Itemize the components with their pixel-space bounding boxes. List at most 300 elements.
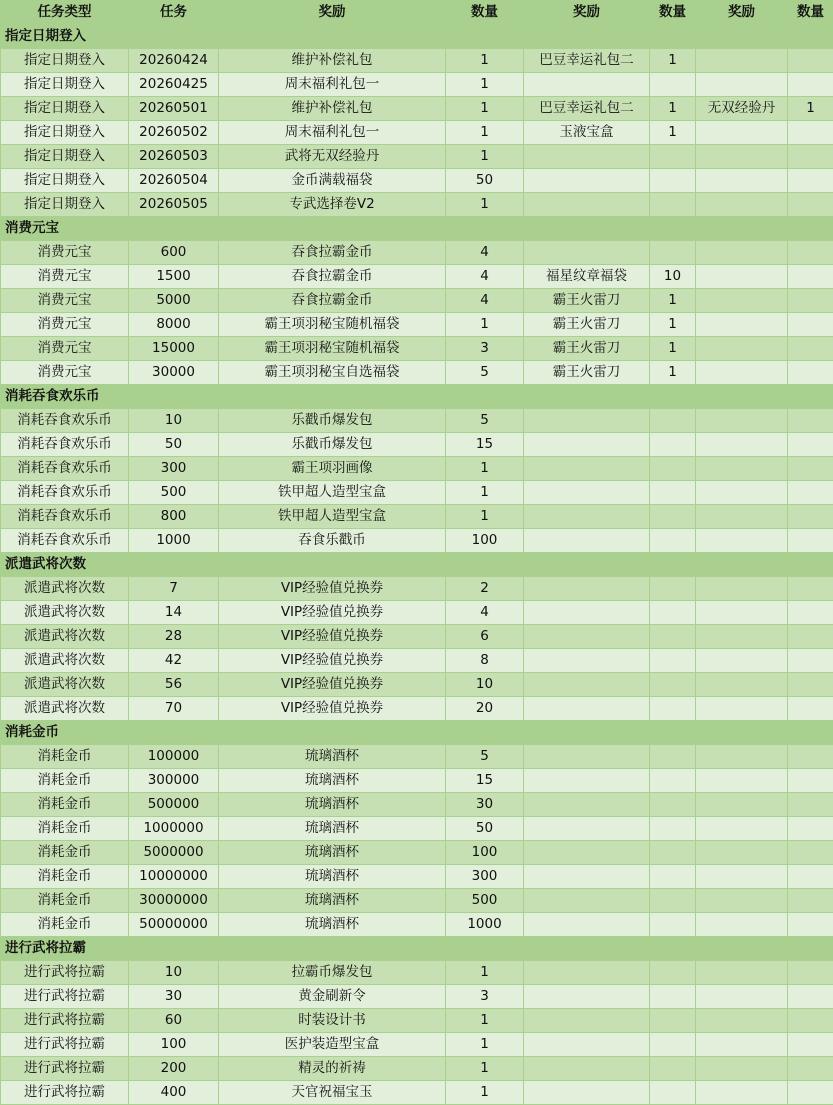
table-row xyxy=(1,121,833,145)
qty-1-cell: 1 xyxy=(446,97,524,121)
reward-1-cell: 黄金刷新令 xyxy=(219,985,446,1009)
qty-1-cell: 100 xyxy=(446,841,524,865)
task-type-cell: 消耗吞食欢乐币 xyxy=(1,505,129,529)
task-type-cell: 消耗金币 xyxy=(1,841,129,865)
qty-3-cell xyxy=(788,1033,833,1057)
table-row xyxy=(1,169,833,193)
reward-1-cell: 吞食拉霸金币 xyxy=(219,265,446,289)
table-row xyxy=(1,265,833,289)
reward-3-cell xyxy=(696,49,788,73)
task-type-cell: 派遣武将次数 xyxy=(1,697,129,721)
reward-2-cell xyxy=(524,1033,650,1057)
task-type-cell: 指定日期登入 xyxy=(1,73,129,97)
qty-3-cell xyxy=(788,649,833,673)
table-row xyxy=(1,97,833,121)
qty-3-cell xyxy=(788,409,833,433)
task-type-cell: 进行武将拉霸 xyxy=(1,1081,129,1105)
reward-3-cell xyxy=(696,73,788,97)
qty-1-cell: 15 xyxy=(446,769,524,793)
qty-2-cell: 1 xyxy=(650,337,696,361)
qty-3-cell xyxy=(788,985,833,1009)
reward-2-cell xyxy=(524,457,650,481)
qty-1-cell: 1 xyxy=(446,1033,524,1057)
reward-2-cell: 霸王火雷刀 xyxy=(524,337,650,361)
reward-1-cell: 精灵的祈祷 xyxy=(219,1057,446,1081)
reward-1-cell: 武将无双经验丹 xyxy=(219,145,446,169)
qty-2-cell xyxy=(650,529,696,553)
reward-1-cell: 琉璃酒杯 xyxy=(219,817,446,841)
task-type-cell: 消费元宝 xyxy=(1,313,129,337)
task-cell: 10 xyxy=(129,961,219,985)
table-row xyxy=(1,241,833,265)
reward-3-cell xyxy=(696,193,788,217)
table-row xyxy=(1,49,833,73)
task-type-cell: 消费元宝 xyxy=(1,289,129,313)
qty-3-cell xyxy=(788,433,833,457)
reward-1-cell: VIP经验值兑换券 xyxy=(219,649,446,673)
task-type-cell: 指定日期登入 xyxy=(1,121,129,145)
section-title: 指定日期登入 xyxy=(1,25,833,49)
qty-1-cell: 1 xyxy=(446,1081,524,1105)
qty-3-cell xyxy=(788,601,833,625)
qty-3-cell xyxy=(788,913,833,937)
qty-2-cell xyxy=(650,433,696,457)
reward-2-cell xyxy=(524,625,650,649)
qty-2-cell: 1 xyxy=(650,313,696,337)
header-qty-3: 数量 xyxy=(788,1,833,25)
task-cell: 600 xyxy=(129,241,219,265)
reward-2-cell xyxy=(524,169,650,193)
section-title: 消费元宝 xyxy=(1,217,833,241)
qty-2-cell: 10 xyxy=(650,265,696,289)
qty-1-cell: 30 xyxy=(446,793,524,817)
task-type-cell: 消耗吞食欢乐币 xyxy=(1,529,129,553)
task-type-cell: 指定日期登入 xyxy=(1,169,129,193)
table-row xyxy=(1,529,833,553)
task-cell: 500000 xyxy=(129,793,219,817)
qty-2-cell xyxy=(650,73,696,97)
reward-2-cell: 福星纹章福袋 xyxy=(524,265,650,289)
table-row xyxy=(1,817,833,841)
table-row xyxy=(1,985,833,1009)
reward-2-cell: 霸王火雷刀 xyxy=(524,361,650,385)
table-row xyxy=(1,889,833,913)
qty-1-cell: 8 xyxy=(446,649,524,673)
reward-3-cell xyxy=(696,601,788,625)
table-row xyxy=(1,865,833,889)
reward-1-cell: 拉霸币爆发包 xyxy=(219,961,446,985)
reward-3-cell xyxy=(696,529,788,553)
qty-1-cell: 4 xyxy=(446,241,524,265)
qty-3-cell xyxy=(788,289,833,313)
reward-2-cell xyxy=(524,1057,650,1081)
reward-2-cell xyxy=(524,769,650,793)
reward-2-cell xyxy=(524,961,650,985)
reward-2-cell xyxy=(524,649,650,673)
qty-1-cell: 1 xyxy=(446,193,524,217)
qty-3-cell xyxy=(788,337,833,361)
task-type-cell: 消费元宝 xyxy=(1,337,129,361)
qty-2-cell xyxy=(650,505,696,529)
reward-2-cell xyxy=(524,577,650,601)
qty-3-cell xyxy=(788,505,833,529)
task-cell: 20260425 xyxy=(129,73,219,97)
table-row xyxy=(1,1081,833,1105)
task-cell: 300000 xyxy=(129,769,219,793)
table-row xyxy=(1,601,833,625)
qty-2-cell xyxy=(650,625,696,649)
reward-1-cell: 琉璃酒杯 xyxy=(219,913,446,937)
task-cell: 1000000 xyxy=(129,817,219,841)
qty-1-cell: 20 xyxy=(446,697,524,721)
table-row xyxy=(1,1057,833,1081)
task-type-cell: 派遣武将次数 xyxy=(1,601,129,625)
reward-2-cell xyxy=(524,913,650,937)
reward-2-cell xyxy=(524,793,650,817)
reward-1-cell: 乐戳币爆发包 xyxy=(219,409,446,433)
section-title: 消耗金币 xyxy=(1,721,833,745)
qty-1-cell: 5 xyxy=(446,361,524,385)
qty-1-cell: 1 xyxy=(446,145,524,169)
reward-2-cell xyxy=(524,529,650,553)
task-cell: 56 xyxy=(129,673,219,697)
task-type-cell: 消费元宝 xyxy=(1,241,129,265)
qty-2-cell xyxy=(650,1057,696,1081)
qty-2-cell xyxy=(650,961,696,985)
task-cell: 20260501 xyxy=(129,97,219,121)
reward-1-cell: 乐戳币爆发包 xyxy=(219,433,446,457)
reward-3-cell xyxy=(696,241,788,265)
qty-2-cell xyxy=(650,193,696,217)
qty-2-cell: 1 xyxy=(650,289,696,313)
reward-3-cell xyxy=(696,433,788,457)
qty-1-cell: 2 xyxy=(446,577,524,601)
task-type-cell: 进行武将拉霸 xyxy=(1,1057,129,1081)
task-type-cell: 消耗金币 xyxy=(1,913,129,937)
task-cell: 20260502 xyxy=(129,121,219,145)
reward-2-cell xyxy=(524,817,650,841)
task-cell: 20260505 xyxy=(129,193,219,217)
task-type-cell: 消耗金币 xyxy=(1,865,129,889)
qty-1-cell: 100 xyxy=(446,529,524,553)
reward-2-cell xyxy=(524,601,650,625)
qty-2-cell xyxy=(650,865,696,889)
table-row xyxy=(1,649,833,673)
reward-1-cell: 琉璃酒杯 xyxy=(219,865,446,889)
reward-1-cell: VIP经验值兑换券 xyxy=(219,577,446,601)
qty-1-cell: 50 xyxy=(446,169,524,193)
header-qty-2: 数量 xyxy=(650,1,696,25)
task-cell: 5000 xyxy=(129,289,219,313)
reward-2-cell xyxy=(524,193,650,217)
qty-1-cell: 50 xyxy=(446,817,524,841)
reward-1-cell: 专武选择卷V2 xyxy=(219,193,446,217)
qty-2-cell xyxy=(650,889,696,913)
table-row xyxy=(1,697,833,721)
section-header-row xyxy=(1,721,833,745)
qty-2-cell xyxy=(650,169,696,193)
qty-3-cell xyxy=(788,241,833,265)
reward-1-cell: 琉璃酒杯 xyxy=(219,841,446,865)
task-cell: 60 xyxy=(129,1009,219,1033)
task-cell: 5000000 xyxy=(129,841,219,865)
reward-3-cell xyxy=(696,865,788,889)
task-cell: 70 xyxy=(129,697,219,721)
task-type-cell: 指定日期登入 xyxy=(1,49,129,73)
qty-2-cell xyxy=(650,241,696,265)
reward-1-cell: 吞食乐戳币 xyxy=(219,529,446,553)
reward-1-cell: VIP经验值兑换券 xyxy=(219,673,446,697)
qty-2-cell xyxy=(650,1009,696,1033)
reward-3-cell xyxy=(696,985,788,1009)
task-cell: 500 xyxy=(129,481,219,505)
task-cell: 30000 xyxy=(129,361,219,385)
reward-3-cell xyxy=(696,481,788,505)
header-reward-3: 奖励 xyxy=(696,1,788,25)
qty-2-cell: 1 xyxy=(650,361,696,385)
task-cell: 200 xyxy=(129,1057,219,1081)
qty-2-cell: 1 xyxy=(650,121,696,145)
qty-3-cell: 1 xyxy=(788,97,833,121)
table-row xyxy=(1,73,833,97)
task-type-cell: 消耗吞食欢乐币 xyxy=(1,457,129,481)
table-row xyxy=(1,961,833,985)
task-cell: 28 xyxy=(129,625,219,649)
reward-1-cell: 铁甲超人造型宝盒 xyxy=(219,481,446,505)
qty-3-cell xyxy=(788,841,833,865)
task-cell: 20260424 xyxy=(129,49,219,73)
section-header-row xyxy=(1,937,833,961)
table-row xyxy=(1,337,833,361)
reward-2-cell xyxy=(524,697,650,721)
table-row xyxy=(1,289,833,313)
table-row xyxy=(1,841,833,865)
qty-1-cell: 1 xyxy=(446,505,524,529)
task-type-cell: 消费元宝 xyxy=(1,361,129,385)
qty-1-cell: 1 xyxy=(446,481,524,505)
qty-1-cell: 10 xyxy=(446,673,524,697)
reward-2-cell xyxy=(524,1009,650,1033)
qty-2-cell xyxy=(650,649,696,673)
qty-2-cell xyxy=(650,409,696,433)
task-type-cell: 消耗金币 xyxy=(1,769,129,793)
qty-3-cell xyxy=(788,1057,833,1081)
header-task-type: 任务类型 xyxy=(1,1,129,25)
reward-1-cell: 维护补偿礼包 xyxy=(219,97,446,121)
qty-1-cell: 4 xyxy=(446,289,524,313)
reward-3-cell xyxy=(696,145,788,169)
reward-1-cell: 琉璃酒杯 xyxy=(219,745,446,769)
task-type-cell: 派遣武将次数 xyxy=(1,649,129,673)
qty-1-cell: 3 xyxy=(446,985,524,1009)
qty-2-cell xyxy=(650,145,696,169)
qty-3-cell xyxy=(788,169,833,193)
header-row xyxy=(1,1,833,25)
qty-2-cell xyxy=(650,985,696,1009)
qty-2-cell: 1 xyxy=(650,49,696,73)
task-type-cell: 派遣武将次数 xyxy=(1,673,129,697)
reward-3-cell xyxy=(696,1081,788,1105)
qty-3-cell xyxy=(788,697,833,721)
task-cell: 400 xyxy=(129,1081,219,1105)
task-cell: 50 xyxy=(129,433,219,457)
qty-3-cell xyxy=(788,793,833,817)
qty-2-cell xyxy=(650,913,696,937)
task-cell: 1500 xyxy=(129,265,219,289)
reward-3-cell xyxy=(696,889,788,913)
qty-1-cell: 1 xyxy=(446,1057,524,1081)
task-cell: 15000 xyxy=(129,337,219,361)
task-cell: 20260504 xyxy=(129,169,219,193)
task-cell: 300 xyxy=(129,457,219,481)
reward-1-cell: 周末福利礼包一 xyxy=(219,73,446,97)
qty-1-cell: 3 xyxy=(446,337,524,361)
reward-3-cell xyxy=(696,697,788,721)
reward-1-cell: 时装设计书 xyxy=(219,1009,446,1033)
qty-2-cell xyxy=(650,817,696,841)
qty-2-cell xyxy=(650,481,696,505)
qty-3-cell xyxy=(788,961,833,985)
reward-1-cell: VIP经验值兑换券 xyxy=(219,625,446,649)
reward-3-cell xyxy=(696,337,788,361)
task-cell: 100 xyxy=(129,1033,219,1057)
task-type-cell: 消耗吞食欢乐币 xyxy=(1,433,129,457)
qty-2-cell xyxy=(650,673,696,697)
qty-1-cell: 1000 xyxy=(446,913,524,937)
table-row xyxy=(1,457,833,481)
reward-3-cell xyxy=(696,841,788,865)
reward-3-cell xyxy=(696,121,788,145)
qty-3-cell xyxy=(788,1081,833,1105)
table-row xyxy=(1,769,833,793)
reward-3-cell xyxy=(696,769,788,793)
qty-3-cell xyxy=(788,49,833,73)
section-header-row xyxy=(1,385,833,409)
reward-3-cell xyxy=(696,169,788,193)
reward-2-cell xyxy=(524,841,650,865)
qty-3-cell xyxy=(788,529,833,553)
qty-1-cell: 1 xyxy=(446,457,524,481)
section-title: 消耗吞食欢乐币 xyxy=(1,385,833,409)
reward-1-cell: 吞食拉霸金币 xyxy=(219,241,446,265)
table-row xyxy=(1,505,833,529)
reward-3-cell xyxy=(696,265,788,289)
task-type-cell: 消耗吞食欢乐币 xyxy=(1,481,129,505)
task-cell: 800 xyxy=(129,505,219,529)
reward-1-cell: 维护补偿礼包 xyxy=(219,49,446,73)
qty-1-cell: 6 xyxy=(446,625,524,649)
task-cell: 30000000 xyxy=(129,889,219,913)
table-body xyxy=(1,25,833,1105)
reward-3-cell xyxy=(696,409,788,433)
qty-3-cell xyxy=(788,817,833,841)
table-row xyxy=(1,1009,833,1033)
table-row xyxy=(1,433,833,457)
reward-2-cell xyxy=(524,1081,650,1105)
task-type-cell: 消费元宝 xyxy=(1,265,129,289)
qty-2-cell xyxy=(650,745,696,769)
qty-3-cell xyxy=(788,889,833,913)
section-header-row xyxy=(1,217,833,241)
reward-3-cell xyxy=(696,625,788,649)
header-reward-1: 奖励 xyxy=(219,1,446,25)
table-row xyxy=(1,577,833,601)
table-row xyxy=(1,145,833,169)
qty-3-cell xyxy=(788,361,833,385)
section-header-row xyxy=(1,553,833,577)
reward-3-cell xyxy=(696,457,788,481)
task-cell: 42 xyxy=(129,649,219,673)
qty-1-cell: 500 xyxy=(446,889,524,913)
task-type-cell: 进行武将拉霸 xyxy=(1,1033,129,1057)
task-cell: 1000 xyxy=(129,529,219,553)
section-header-row xyxy=(1,25,833,49)
qty-2-cell xyxy=(650,457,696,481)
table-row xyxy=(1,193,833,217)
qty-3-cell xyxy=(788,121,833,145)
reward-3-cell xyxy=(696,577,788,601)
reward-3-cell xyxy=(696,649,788,673)
reward-2-cell: 巴豆幸运礼包二 xyxy=(524,49,650,73)
task-type-cell: 进行武将拉霸 xyxy=(1,985,129,1009)
reward-2-cell xyxy=(524,673,650,697)
qty-3-cell xyxy=(788,265,833,289)
reward-3-cell xyxy=(696,1009,788,1033)
task-type-cell: 进行武将拉霸 xyxy=(1,1009,129,1033)
qty-2-cell xyxy=(650,793,696,817)
reward-3-cell xyxy=(696,793,788,817)
reward-3-cell xyxy=(696,673,788,697)
qty-3-cell xyxy=(788,865,833,889)
table-row xyxy=(1,409,833,433)
reward-1-cell: 医护装造型宝盒 xyxy=(219,1033,446,1057)
reward-1-cell: 霸王项羽秘宝随机福袋 xyxy=(219,337,446,361)
reward-1-cell: 天官祝福宝玉 xyxy=(219,1081,446,1105)
task-type-cell: 指定日期登入 xyxy=(1,193,129,217)
qty-3-cell xyxy=(788,1009,833,1033)
reward-1-cell: 铁甲超人造型宝盒 xyxy=(219,505,446,529)
qty-1-cell: 1 xyxy=(446,313,524,337)
table-row xyxy=(1,913,833,937)
reward-1-cell: 霸王项羽秘宝随机福袋 xyxy=(219,313,446,337)
header-qty-1: 数量 xyxy=(446,1,524,25)
qty-3-cell xyxy=(788,73,833,97)
section-title: 进行武将拉霸 xyxy=(1,937,833,961)
task-type-cell: 派遣武将次数 xyxy=(1,577,129,601)
reward-1-cell: 周末福利礼包一 xyxy=(219,121,446,145)
task-type-cell: 消耗金币 xyxy=(1,817,129,841)
reward-1-cell: VIP经验值兑换券 xyxy=(219,601,446,625)
reward-3-cell xyxy=(696,745,788,769)
qty-1-cell: 15 xyxy=(446,433,524,457)
qty-3-cell xyxy=(788,625,833,649)
reward-3-cell xyxy=(696,961,788,985)
task-cell: 10000000 xyxy=(129,865,219,889)
task-cell: 7 xyxy=(129,577,219,601)
table-row xyxy=(1,481,833,505)
header-reward-2: 奖励 xyxy=(524,1,650,25)
table-row xyxy=(1,313,833,337)
reward-3-cell xyxy=(696,361,788,385)
qty-3-cell xyxy=(788,145,833,169)
reward-3-cell xyxy=(696,1057,788,1081)
reward-2-cell xyxy=(524,145,650,169)
table-row xyxy=(1,745,833,769)
qty-2-cell xyxy=(650,577,696,601)
reward-3-cell xyxy=(696,817,788,841)
qty-3-cell xyxy=(788,457,833,481)
reward-2-cell xyxy=(524,73,650,97)
